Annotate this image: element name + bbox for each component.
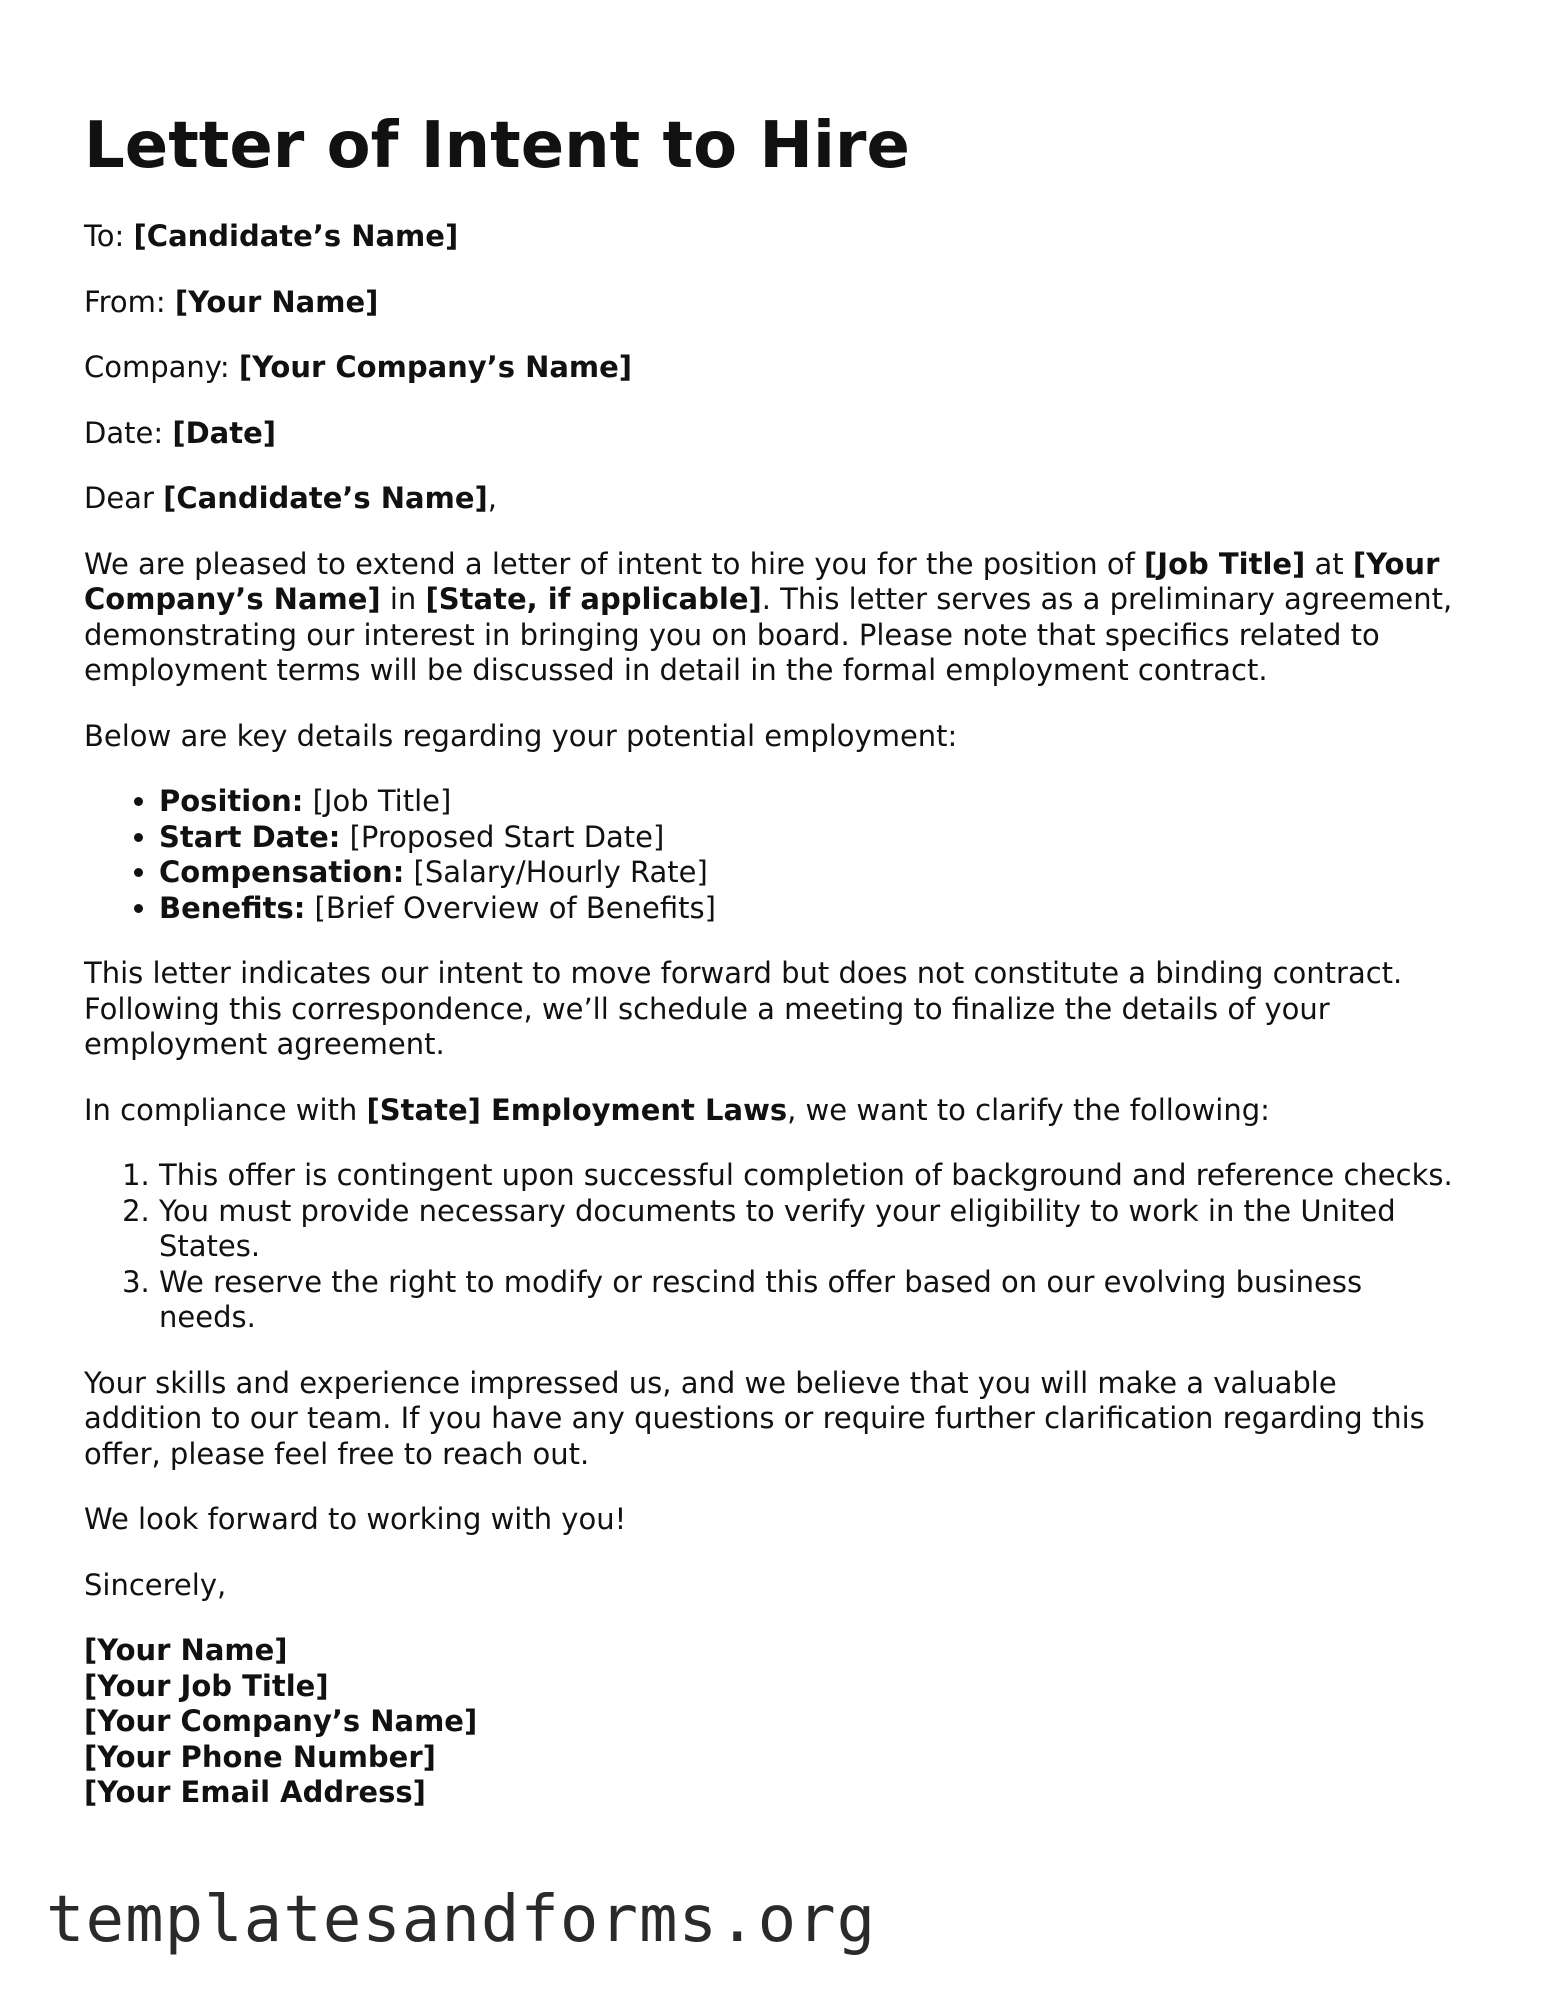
closing-paragraph: Your skills and experience impressed us, and we believe that you will make a valuable addition to our team. If you have any questions or require further clarification regarding this offer, please feel free to reach out. — [84, 1365, 1425, 1471]
company-value: [Your Company’s Name] — [238, 350, 633, 384]
from-line: From: [Your Name] — [84, 284, 379, 319]
list-item: 1. This offer is contingent upon successful completion of background and reference checks. — [159, 1158, 1464, 1194]
intent-paragraph: This letter indicates our intent to move forward but does not constitute a binding contract. Following this correspondence, we’ll schedule a meeting to finalize the details of your employment agreement. — [84, 956, 1403, 1061]
signature-company: [Your Company’s Name] — [84, 1704, 478, 1738]
to-value: [Candidate’s Name] — [133, 219, 459, 253]
signature-email: [Your Email Address] — [84, 1775, 426, 1809]
conditions-list — [84, 1158, 1464, 1336]
signature-block — [84, 1633, 1464, 1811]
letter-body — [84, 219, 1464, 1811]
details-list — [84, 784, 1464, 926]
to-line: To: [Candidate’s Name] — [84, 219, 459, 253]
intro-paragraph: We are pleased to extend a letter of intent to hire you for the position of [Job Title] at [Your Company’s Name] in [State, if applicable]. This letter serves as a preliminary agreement, demonstrating our interest in bringing you on board. Please note that specifics related to employment terms will be discussed in detail in the formal employment contract. — [84, 546, 1453, 687]
signature-phone: [Your Phone Number] — [84, 1739, 436, 1774]
list-item: • Start Date: [Proposed Start Date] — [159, 820, 1464, 856]
salutation-name: [Candidate’s Name] — [163, 481, 488, 515]
date-value: [Date] — [172, 415, 276, 450]
salutation: Dear [Candidate’s Name], — [84, 481, 497, 515]
list-item: 3. We reserve the right to modify or rescind this offer based on our evolving business needs. — [159, 1265, 1464, 1336]
from-value: [Your Name] — [174, 284, 379, 319]
signature-job-title: [Your Job Title] — [84, 1668, 329, 1703]
compliance-paragraph: In compliance with [State] Employment Laws, we want to clarify the following: — [84, 1092, 1270, 1127]
signature-name: [Your Name] — [84, 1633, 288, 1667]
list-item: • Position: [Job Title] — [159, 784, 1464, 820]
watermark: templatesandforms.org — [46, 1883, 877, 1957]
list-item: 2. You must provide necessary documents to verify your eligibility to work in the United States. — [159, 1194, 1464, 1265]
closing-line: We look forward to working with you! — [84, 1502, 627, 1536]
list-item: • Compensation: [Salary/Hourly Rate] — [159, 855, 1464, 891]
date-line: Date: [Date] — [84, 415, 276, 450]
company-line: Company: [Your Company’s Name] — [84, 350, 633, 384]
sign-off: Sincerely, — [84, 1567, 227, 1602]
details-intro: Below are key details regarding your potential employment: — [84, 718, 958, 753]
list-item: • Benefits: [Brief Overview of Benefits] — [159, 891, 1464, 927]
page-title: Letter of Intent to Hire — [84, 109, 910, 183]
